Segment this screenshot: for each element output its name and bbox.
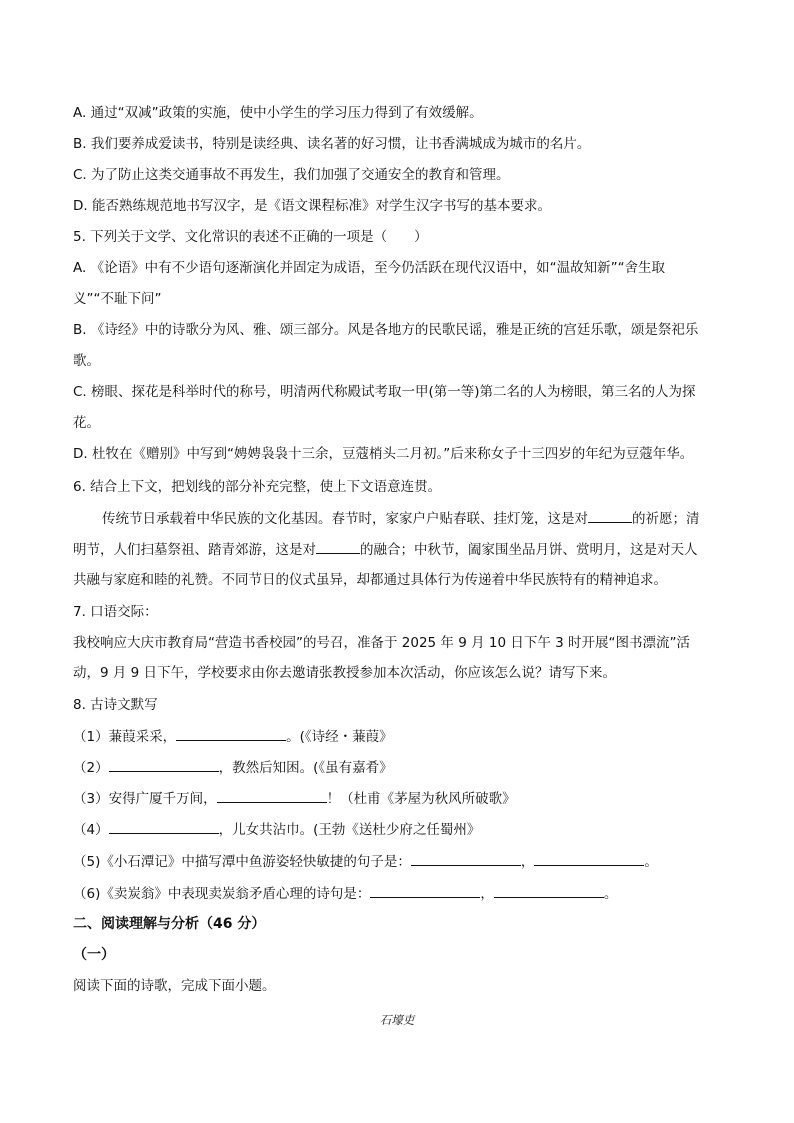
q4-option-c: C. 为了防止这类交通事故不再发生，我们加强了交通安全的教育和管理。 (73, 167, 510, 183)
answer-blank[interactable] (109, 819, 219, 834)
q6-paragraph-line2 (73, 539, 698, 560)
q8-item-1 (73, 726, 393, 747)
q6-stem: 6. 结合上下文，把划线的部分补充完整，使上下文语意连贯。 (73, 479, 442, 495)
q8-item-2 (73, 757, 393, 778)
q8-text: ，儿女共沾巾。(王勃《送杜少府之任蜀州》 (218, 822, 481, 838)
q5-option-c-line1: C. 榜眼、探花是科举时代的称号，明清两代称殿试考取一甲(第一等)第二名的人为榜眼，第三名的人为探 (73, 384, 696, 400)
q8-item-5 (73, 851, 658, 872)
reading-intro: 阅读下面的诗歌，完成下面小题。 (73, 978, 276, 994)
q8-text: 。 (644, 854, 658, 870)
answer-blank[interactable] (109, 757, 219, 772)
q6-text: 的祈愿；清 (632, 511, 700, 527)
q5-option-c-line2: 花。 (73, 415, 100, 431)
q6-paragraph-line1 (102, 508, 700, 529)
q6-paragraph-line3: 共融与家庭和睦的礼赞。不同节日的仪式虽异，却都通过具体行为传递着中华民族特有的精神追求。 (73, 572, 667, 588)
q6-text: 明节，人们扫墓祭祖、踏青郊游，这是对 (73, 542, 316, 558)
q5-option-d: D. 杜牧在《赠别》中写到“娉娉袅袅十三余，豆蔻梢头二月初。”后来称女子十三四岁的年纪为豆蔻年华。 (73, 446, 694, 462)
answer-blank[interactable] (316, 539, 360, 554)
answer-blank[interactable] (370, 883, 480, 898)
q8-text: （5)《小石潭记》中描写潭中鱼游姿轻快敏捷的句子是： (73, 854, 411, 870)
q8-text: ，教然后知困。(《虽有嘉肴》 (218, 760, 393, 776)
q4-option-a: A. 通过“双减”政策的实施，使中小学生的学习压力得到了有效缓解。 (73, 105, 483, 121)
q8-text: 。 (603, 886, 618, 902)
q6-text: 的融合；中秋节，阖家围坐品月饼、赏明月，这是对天人 (360, 542, 698, 558)
subsection-heading: （一） (73, 947, 115, 963)
q8-text: ， (520, 854, 535, 870)
q4-option-d: D. 能否熟练规范地书写汉字，是《语文课程标准》对学生汉字书写的基本要求。 (73, 198, 551, 214)
q5-option-a-line2: 义”“不耻下问” (73, 291, 162, 307)
q7-stem: 7. 口语交际： (73, 604, 158, 620)
q8-text: （6)《卖炭翁》中表现卖炭翁矛盾心理的诗句是： (73, 886, 371, 902)
answer-blank[interactable] (534, 851, 644, 866)
q5-stem: 5. 下列关于文学、文化常识的表述不正确的一项是（ ） (73, 229, 428, 245)
q8-item-4 (73, 819, 480, 840)
q8-text: （3）安得广厦千万间， (73, 791, 217, 807)
q5-option-b-line2: 歌。 (73, 353, 100, 369)
q8-item-3 (73, 788, 516, 809)
answer-blank[interactable] (411, 851, 521, 866)
q8-text: 。(《诗经・蒹葭》 (286, 729, 393, 745)
q7-line2: 动，9 月 9 日下午，学校要求由你去邀请张教授参加本次活动，你应该怎么说？请写下来。 (73, 665, 617, 681)
section-heading: 二、阅读理解与分析（46 分） (73, 916, 266, 932)
q8-text: ！（杜甫《茅屋为秋风所破歌》 (326, 791, 516, 807)
q8-text: （2） (73, 760, 109, 776)
answer-blank[interactable] (217, 788, 327, 803)
q7-line1: 我校响应大庆市教育局“营造书香校园”的号召，准备于 2025 年 9 月 10 日下午 3 时开展“图书漂流”活 (73, 635, 691, 651)
answer-blank[interactable] (494, 883, 604, 898)
q8-stem: 8. 古诗文默写 (73, 697, 158, 713)
q5-option-b-line1: B. 《诗经》中的诗歌分为风、雅、颂三部分。风是各地方的民歌民谣，雅是正统的宫廷乐歌，颂是祭祀乐 (73, 322, 699, 338)
q6-text: 传统节日承载着中华民族的文化基因。春节时，家家户户贴春联、挂灯笼，这是对 (102, 511, 588, 527)
answer-blank[interactable] (588, 508, 632, 523)
answer-blank[interactable] (176, 726, 286, 741)
q8-item-6 (73, 883, 617, 904)
q4-option-b: B. 我们要养成爱读书，特别是读经典、读名著的好习惯，让书香满城成为城市的名片。 (73, 136, 591, 152)
q8-text: （1）蒹葭采采， (73, 729, 177, 745)
q8-text: （4） (73, 822, 109, 838)
poem-title: 石壕吏 (379, 1013, 415, 1027)
q5-option-a-line1: A. 《论语》中有不少语句逐渐演化并固定为成语，至今仍活跃在现代汉语中，如“温故知新”“舍生取 (73, 260, 666, 276)
q8-text: ， (480, 886, 494, 902)
